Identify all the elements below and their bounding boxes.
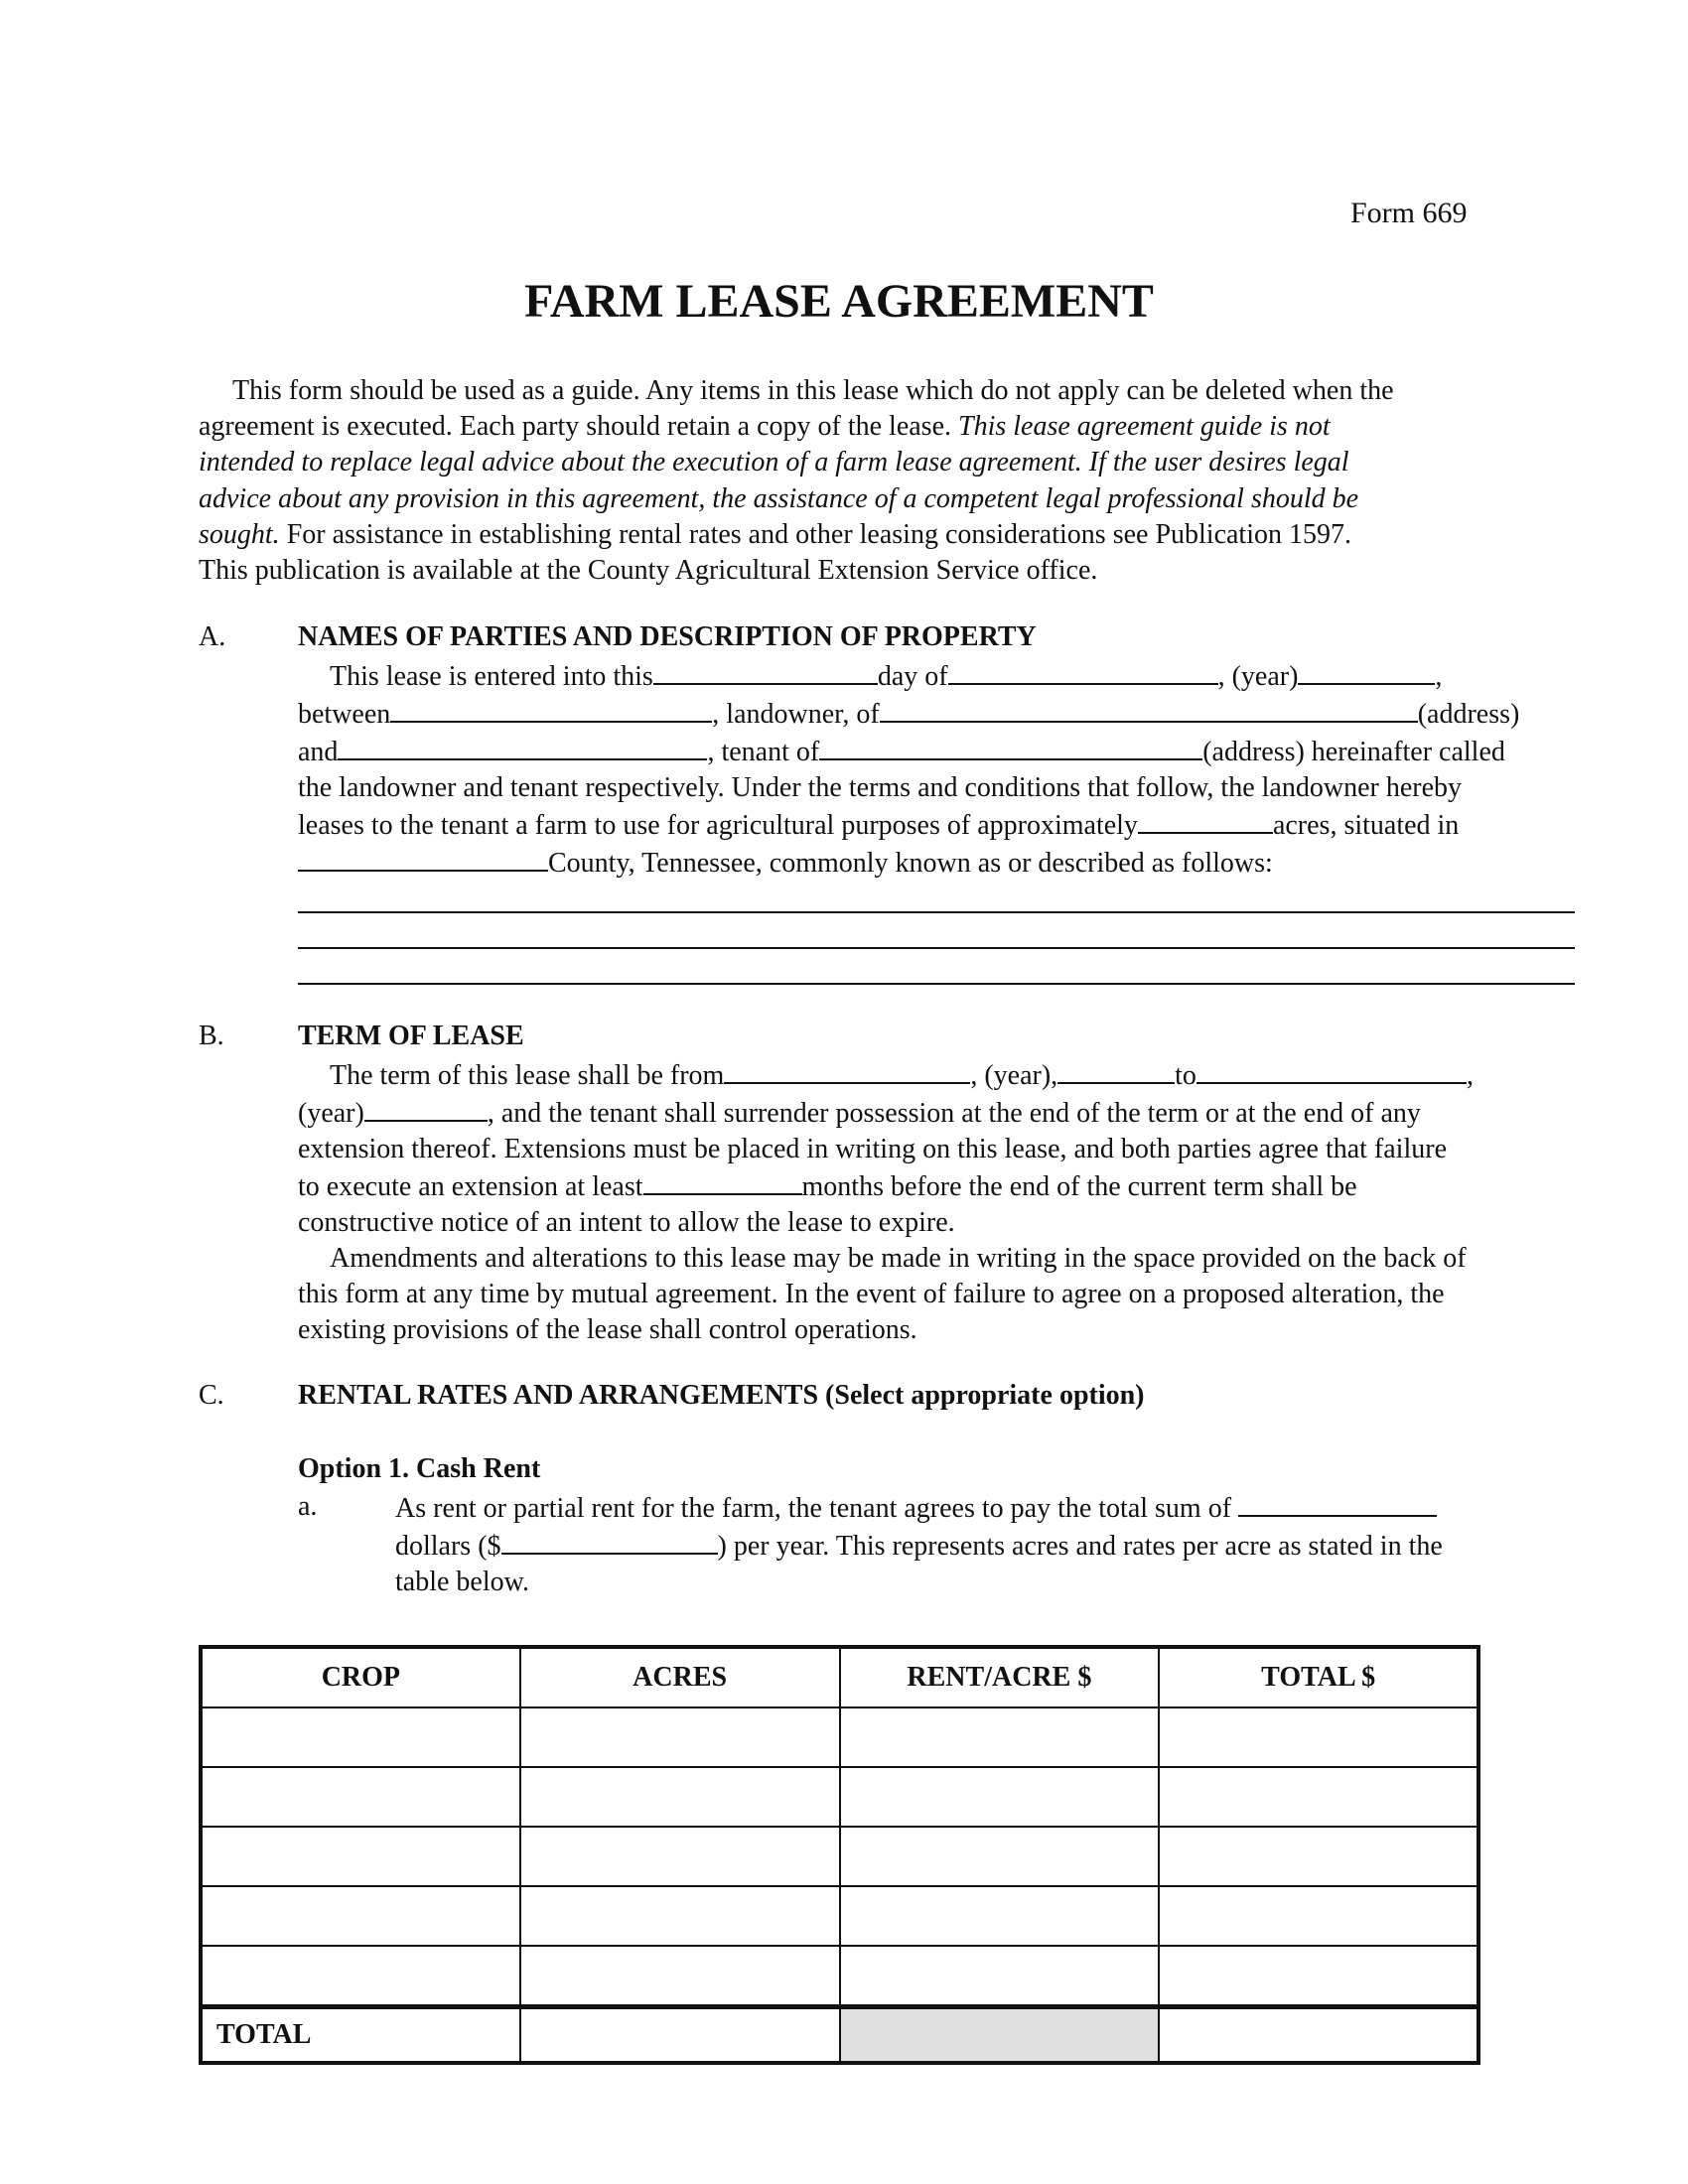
day-field[interactable] xyxy=(653,657,878,685)
description-line-2[interactable] xyxy=(298,947,1575,949)
month-field[interactable] xyxy=(948,657,1218,685)
section-b-body xyxy=(298,1056,1589,1348)
total-cell[interactable] xyxy=(1159,1767,1478,1827)
section-b-line: this form at any time by mutual agreement. In the event of failure to agree on a proposed alteration, the xyxy=(298,1279,1445,1309)
extension-months-field[interactable] xyxy=(643,1167,802,1195)
intro-line: sought. For assistance in establishing rental rates and other leasing considerations see Publication 1597. xyxy=(199,518,1351,550)
rent-cell[interactable] xyxy=(840,1886,1160,1946)
section-a-line: and , tenant of (address) hereinafter called xyxy=(298,733,1589,770)
total-cell[interactable] xyxy=(1159,1707,1478,1767)
term-end-year-field[interactable] xyxy=(364,1094,488,1122)
section-c-letter: C. xyxy=(199,1380,224,1411)
rent-cell[interactable] xyxy=(840,1767,1160,1827)
header-acres: ACRES xyxy=(520,1647,840,1707)
intro-line: intended to replace legal advice about the execution of a farm lease agreement. If the user desires legal xyxy=(199,447,1349,478)
header-total: TOTAL $ xyxy=(1159,1647,1478,1707)
header-rent-per-acre: RENT/ACRE $ xyxy=(840,1647,1160,1707)
tenant-address-field[interactable] xyxy=(819,733,1202,760)
grand-total-cell[interactable] xyxy=(1159,2007,1478,2064)
total-cell[interactable] xyxy=(1159,1827,1478,1886)
section-b-line: The term of this lease shall be from , (year), to , xyxy=(298,1056,1589,1094)
total-acres-cell[interactable] xyxy=(520,2007,840,2064)
landowner-name-field[interactable] xyxy=(390,695,712,723)
section-a-line: the landowner and tenant respectively. Under the terms and conditions that follow, the landowner hereby xyxy=(298,772,1462,803)
rent-cell[interactable] xyxy=(840,1707,1160,1767)
crop-cell[interactable] xyxy=(201,1827,520,1886)
term-start-year-field[interactable] xyxy=(1057,1056,1175,1084)
item-a-line: dollars ($ ) per year. This represents acres and rates per acre as stated in the xyxy=(395,1527,1497,1565)
tenant-name-field[interactable] xyxy=(338,733,707,760)
section-a-line: County, Tennessee, commonly known as or described as follows: xyxy=(298,844,1589,882)
intro-line: agreement is executed. Each party should retain a copy of the lease. This lease agreement guide is not xyxy=(199,411,1331,443)
shaded-cell xyxy=(840,2007,1160,2064)
section-b-heading: TERM OF LEASE xyxy=(298,1021,524,1051)
section-a-line: between , landowner, of (address) xyxy=(298,695,1589,733)
section-b-line: constructive notice of an intent to allow the lease to expire. xyxy=(298,1207,955,1238)
acres-field[interactable] xyxy=(1138,806,1273,834)
landowner-address-field[interactable] xyxy=(880,695,1418,723)
acres-cell[interactable] xyxy=(520,1767,840,1827)
acres-cell[interactable] xyxy=(520,1707,840,1767)
rent-cell[interactable] xyxy=(840,1827,1160,1886)
item-a-line: table below. xyxy=(395,1567,530,1597)
option-1-heading: Option 1. Cash Rent xyxy=(298,1453,541,1484)
term-start-field[interactable] xyxy=(724,1056,970,1084)
crop-cell[interactable] xyxy=(201,1707,520,1767)
year-field[interactable] xyxy=(1298,657,1435,685)
item-a-line: As rent or partial rent for the farm, the tenant agrees to pay the total sum of xyxy=(395,1489,1497,1527)
total-cell[interactable] xyxy=(1159,1886,1478,1946)
table-header-row xyxy=(201,1647,1478,1707)
item-a-body xyxy=(395,1489,1497,1600)
section-b-line: Amendments and alterations to this lease may be made in writing in the space provided on the back of xyxy=(330,1243,1467,1274)
section-a-heading: NAMES OF PARTIES AND DESCRIPTION OF PROPERTY xyxy=(298,621,1037,652)
table-row xyxy=(201,1827,1478,1886)
section-a-body xyxy=(298,657,1589,882)
table-row xyxy=(201,1886,1478,1946)
intro-line: advice about any provision in this agreement, the assistance of a competent legal professional should be xyxy=(199,482,1359,514)
table-total-row xyxy=(201,2007,1478,2064)
section-a-line: This lease is entered into this day of , (year) , xyxy=(298,657,1589,695)
section-b-line: (year) , and the tenant shall surrender possession at the end of the term or at the end of any xyxy=(298,1094,1589,1132)
total-label: TOTAL xyxy=(201,2007,520,2064)
crop-cell[interactable] xyxy=(201,1946,520,2007)
table-row xyxy=(201,1767,1478,1827)
table-row xyxy=(201,1707,1478,1767)
crop-cell[interactable] xyxy=(201,1886,520,1946)
term-end-field[interactable] xyxy=(1196,1056,1467,1084)
document-title: FARM LEASE AGREEMENT xyxy=(524,275,1154,328)
section-b-line: existing provisions of the lease shall control operations. xyxy=(298,1314,917,1345)
section-b-line: extension thereof. Extensions must be placed in writing on this lease, and both parties agree that failure xyxy=(298,1134,1447,1164)
header-crop: CROP xyxy=(201,1647,520,1707)
section-b-line: to execute an extension at least months before the end of the current term shall be xyxy=(298,1167,1589,1205)
section-b-letter: B. xyxy=(199,1021,224,1051)
description-line-1[interactable] xyxy=(298,911,1575,913)
county-field[interactable] xyxy=(298,844,548,872)
section-a-letter: A. xyxy=(199,621,226,652)
acres-cell[interactable] xyxy=(520,1827,840,1886)
rent-cell[interactable] xyxy=(840,1946,1160,2007)
cash-rent-table xyxy=(199,1645,1480,2065)
total-sum-dollars-field[interactable] xyxy=(501,1527,718,1555)
item-a-letter: a. xyxy=(298,1491,318,1522)
total-sum-words-field[interactable] xyxy=(1238,1489,1437,1517)
crop-cell[interactable] xyxy=(201,1767,520,1827)
intro-paragraph xyxy=(199,373,1489,589)
intro-line: This form should be used as a guide. Any items in this lease which do not apply can be deleted when the xyxy=(232,375,1394,406)
total-cell[interactable] xyxy=(1159,1946,1478,2007)
section-a-line: leases to the tenant a farm to use for agricultural purposes of approximately acres, situated in xyxy=(298,806,1589,844)
acres-cell[interactable] xyxy=(520,1946,840,2007)
section-c-heading: RENTAL RATES AND ARRANGEMENTS (Select appropriate option) xyxy=(298,1380,1145,1411)
table-row xyxy=(201,1946,1478,2007)
form-number: Form 669 xyxy=(1350,197,1468,229)
intro-line: This publication is available at the County Agricultural Extension Service office. xyxy=(199,555,1098,587)
acres-cell[interactable] xyxy=(520,1886,840,1946)
description-line-3[interactable] xyxy=(298,983,1575,985)
